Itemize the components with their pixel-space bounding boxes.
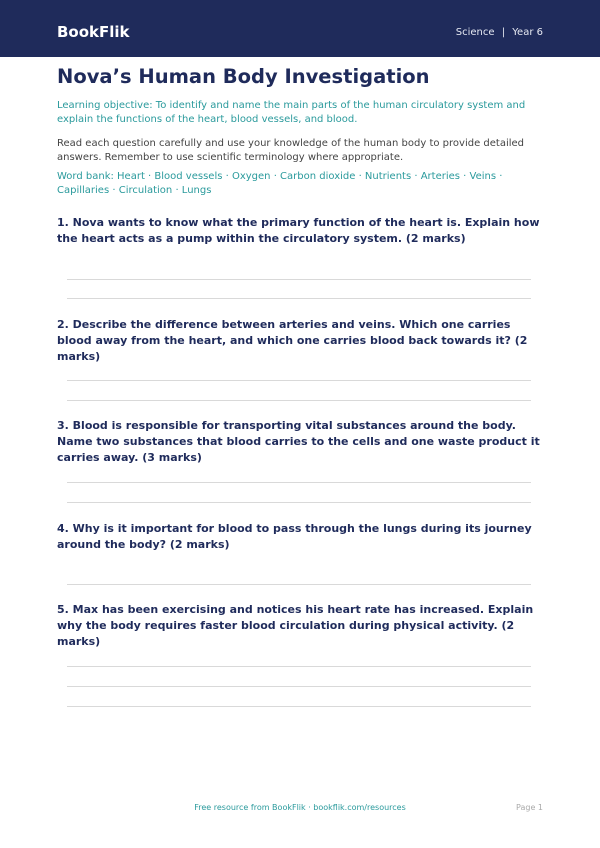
question-4: 4. Why is it important for blood to pass through the lungs during its journey around the body? (2 marks) xyxy=(57,522,532,551)
answer-line-2b[interactable] xyxy=(67,400,531,401)
question-1: 1. Nova wants to know what the primary function of the heart is. Explain how the heart acts as a pump within the circulatory system. (2 marks) xyxy=(57,216,540,245)
answer-line-5a[interactable] xyxy=(67,666,531,667)
answer-line-5b[interactable] xyxy=(67,686,531,687)
learning-objective: Learning objective: To identify and name the main parts of the human circulatory system and explain the functions of the heart, blood vessels, and blood. xyxy=(57,100,526,125)
answer-line-3a[interactable] xyxy=(67,482,531,483)
question-3: 3. Blood is responsible for transporting vital substances around the body. Name two substances that blood carries to the cells and one waste product it carries away. (3 marks) xyxy=(57,419,540,464)
subject-year xyxy=(456,26,543,40)
header-bar xyxy=(0,0,600,57)
year-label: Year 6 xyxy=(512,27,543,38)
answer-line-4a[interactable] xyxy=(67,584,531,585)
page-title: Nova’s Human Body Investigation xyxy=(57,65,430,88)
instructions: Read each question carefully and use your knowledge of the human body to provide detailed answers. Remember to use scientific terminology where appropriate. xyxy=(57,138,525,163)
separator: | xyxy=(501,27,506,38)
footer-text: Free resource from BookFlik · bookflik.com/resources xyxy=(194,803,406,812)
word-bank: Word bank: Heart · Blood vessels · Oxygen · Carbon dioxide · Nutrients · Arteries · Veins · Capillaries · Circulation · Lungs xyxy=(57,171,503,196)
answer-line-1a[interactable] xyxy=(67,279,531,280)
answer-line-2a[interactable] xyxy=(67,380,531,381)
answer-line-1b[interactable] xyxy=(67,298,531,299)
answer-line-3b[interactable] xyxy=(67,502,531,503)
question-2: 2. Describe the difference between arteries and veins. Which one carries blood away from the heart, and which one carries blood back towards it? (2 marks) xyxy=(57,318,528,363)
subject-label: Science xyxy=(455,27,495,38)
brand-logo: BookFlik xyxy=(57,23,130,41)
question-5: 5. Max has been exercising and notices his heart rate has increased. Explain why the body requires faster blood circulation during physical activity. (2 marks) xyxy=(57,603,534,648)
answer-line-5c[interactable] xyxy=(67,706,531,707)
page-number: Page 1 xyxy=(516,803,543,812)
